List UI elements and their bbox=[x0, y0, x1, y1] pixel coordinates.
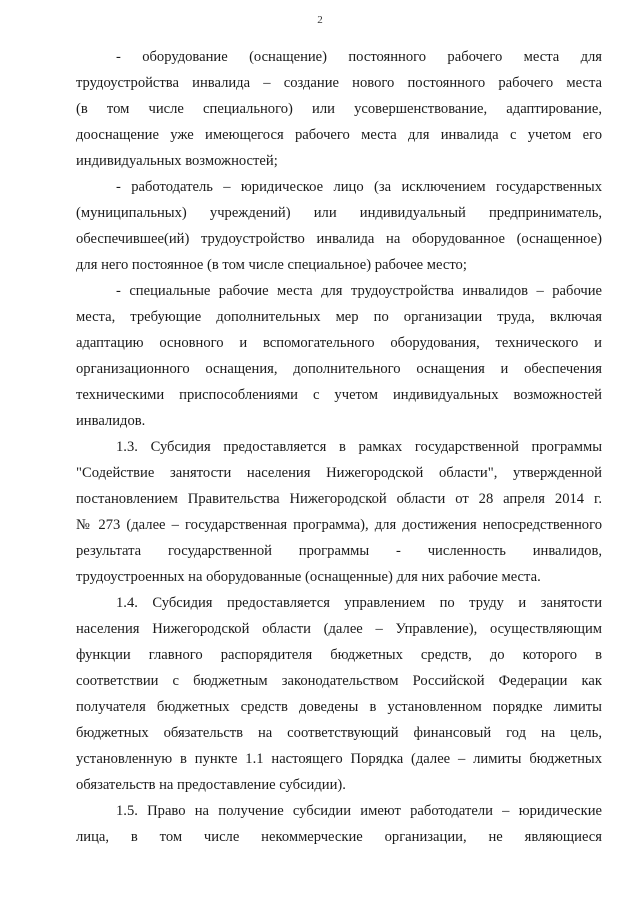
text-line: соответствии с бюджетным законодательством Российской Федерации как bbox=[76, 673, 602, 689]
paragraph-employer-definition bbox=[76, 174, 602, 278]
paragraph-1-3 bbox=[76, 434, 602, 590]
text-line: населения Нижегородской области (далее – Управление), осуществляющим bbox=[76, 621, 602, 637]
text-line: обязательств на предоставление субсидии). bbox=[76, 777, 346, 793]
text-line: 1.3. Субсидия предоставляется в рамках государственной программы bbox=[116, 439, 602, 455]
text-line: 1.5. Право на получение субсидии имеют работодатели – юридические bbox=[116, 803, 602, 819]
text-line: инвалидов. bbox=[76, 413, 146, 429]
text-line: трудоустроенных на оборудованные (оснащенные) для них рабочие места. bbox=[76, 569, 541, 585]
page-number: 2 bbox=[317, 14, 323, 26]
text-line: результата государственной программы - численность инвалидов, bbox=[76, 543, 602, 559]
text-line: 1.4. Субсидия предоставляется управлением по труду и занятости bbox=[116, 595, 602, 611]
text-line: "Содействие занятости населения Нижегородской области", утвержденной bbox=[76, 465, 602, 481]
paragraph-1-5 bbox=[76, 798, 602, 850]
text-line: (муниципальных) учреждений) или индивидуальный предприниматель, bbox=[76, 205, 602, 221]
text-line: индивидуальных возможностей; bbox=[76, 153, 278, 169]
text-line: лица, в том числе некоммерческие организации, не являющиеся bbox=[76, 829, 602, 845]
text-line: функции главного распорядителя бюджетных средств, до которого в bbox=[76, 647, 602, 663]
text-line: (в том числе специального) или усовершенствование, адаптирование, bbox=[76, 101, 602, 117]
text-line: № 273 (далее – государственная программа), для достижения непосредственного bbox=[76, 517, 602, 533]
text-line: для него постоянное (в том числе специальное) рабочее место; bbox=[76, 257, 467, 273]
text-line: адаптацию основного и вспомогательного оборудования, технического и bbox=[76, 335, 602, 351]
text-line: установленную в пункте 1.1 настоящего Порядка (далее – лимиты бюджетных bbox=[76, 751, 602, 767]
text-line: обеспечившее(ий) трудоустройство инвалида на оборудованное (оснащенное) bbox=[76, 231, 602, 247]
paragraph-1-4 bbox=[76, 590, 602, 798]
text-line: - работодатель – юридическое лицо (за исключением государственных bbox=[116, 179, 602, 195]
paragraph-equipment-definition bbox=[76, 44, 602, 174]
text-line: места, требующие дополнительных мер по организации труда, включая bbox=[76, 309, 602, 325]
text-line: дооснащение уже имеющегося рабочего места для инвалида с учетом его bbox=[76, 127, 602, 143]
text-line: бюджетных обязательств на соответствующий финансовый год на цель, bbox=[76, 725, 602, 741]
text-line: получателя бюджетных средств доведены в установленном порядке лимиты bbox=[76, 699, 602, 715]
text-line: техническими приспособлениями с учетом индивидуальных возможностей bbox=[76, 387, 602, 403]
paragraph-special-workplaces-definition bbox=[76, 278, 602, 434]
text-line: постановлением Правительства Нижегородской области от 28 апреля 2014 г. bbox=[76, 491, 602, 507]
text-line: организационного оснащения, дополнительного оснащения и обеспечения bbox=[76, 361, 602, 377]
document-body bbox=[76, 44, 602, 850]
text-line: трудоустройства инвалида – создание нового постоянного рабочего места bbox=[76, 75, 602, 91]
text-line: - специальные рабочие места для трудоустройства инвалидов – рабочие bbox=[116, 283, 602, 299]
text-line: - оборудование (оснащение) постоянного рабочего места для bbox=[116, 49, 602, 65]
